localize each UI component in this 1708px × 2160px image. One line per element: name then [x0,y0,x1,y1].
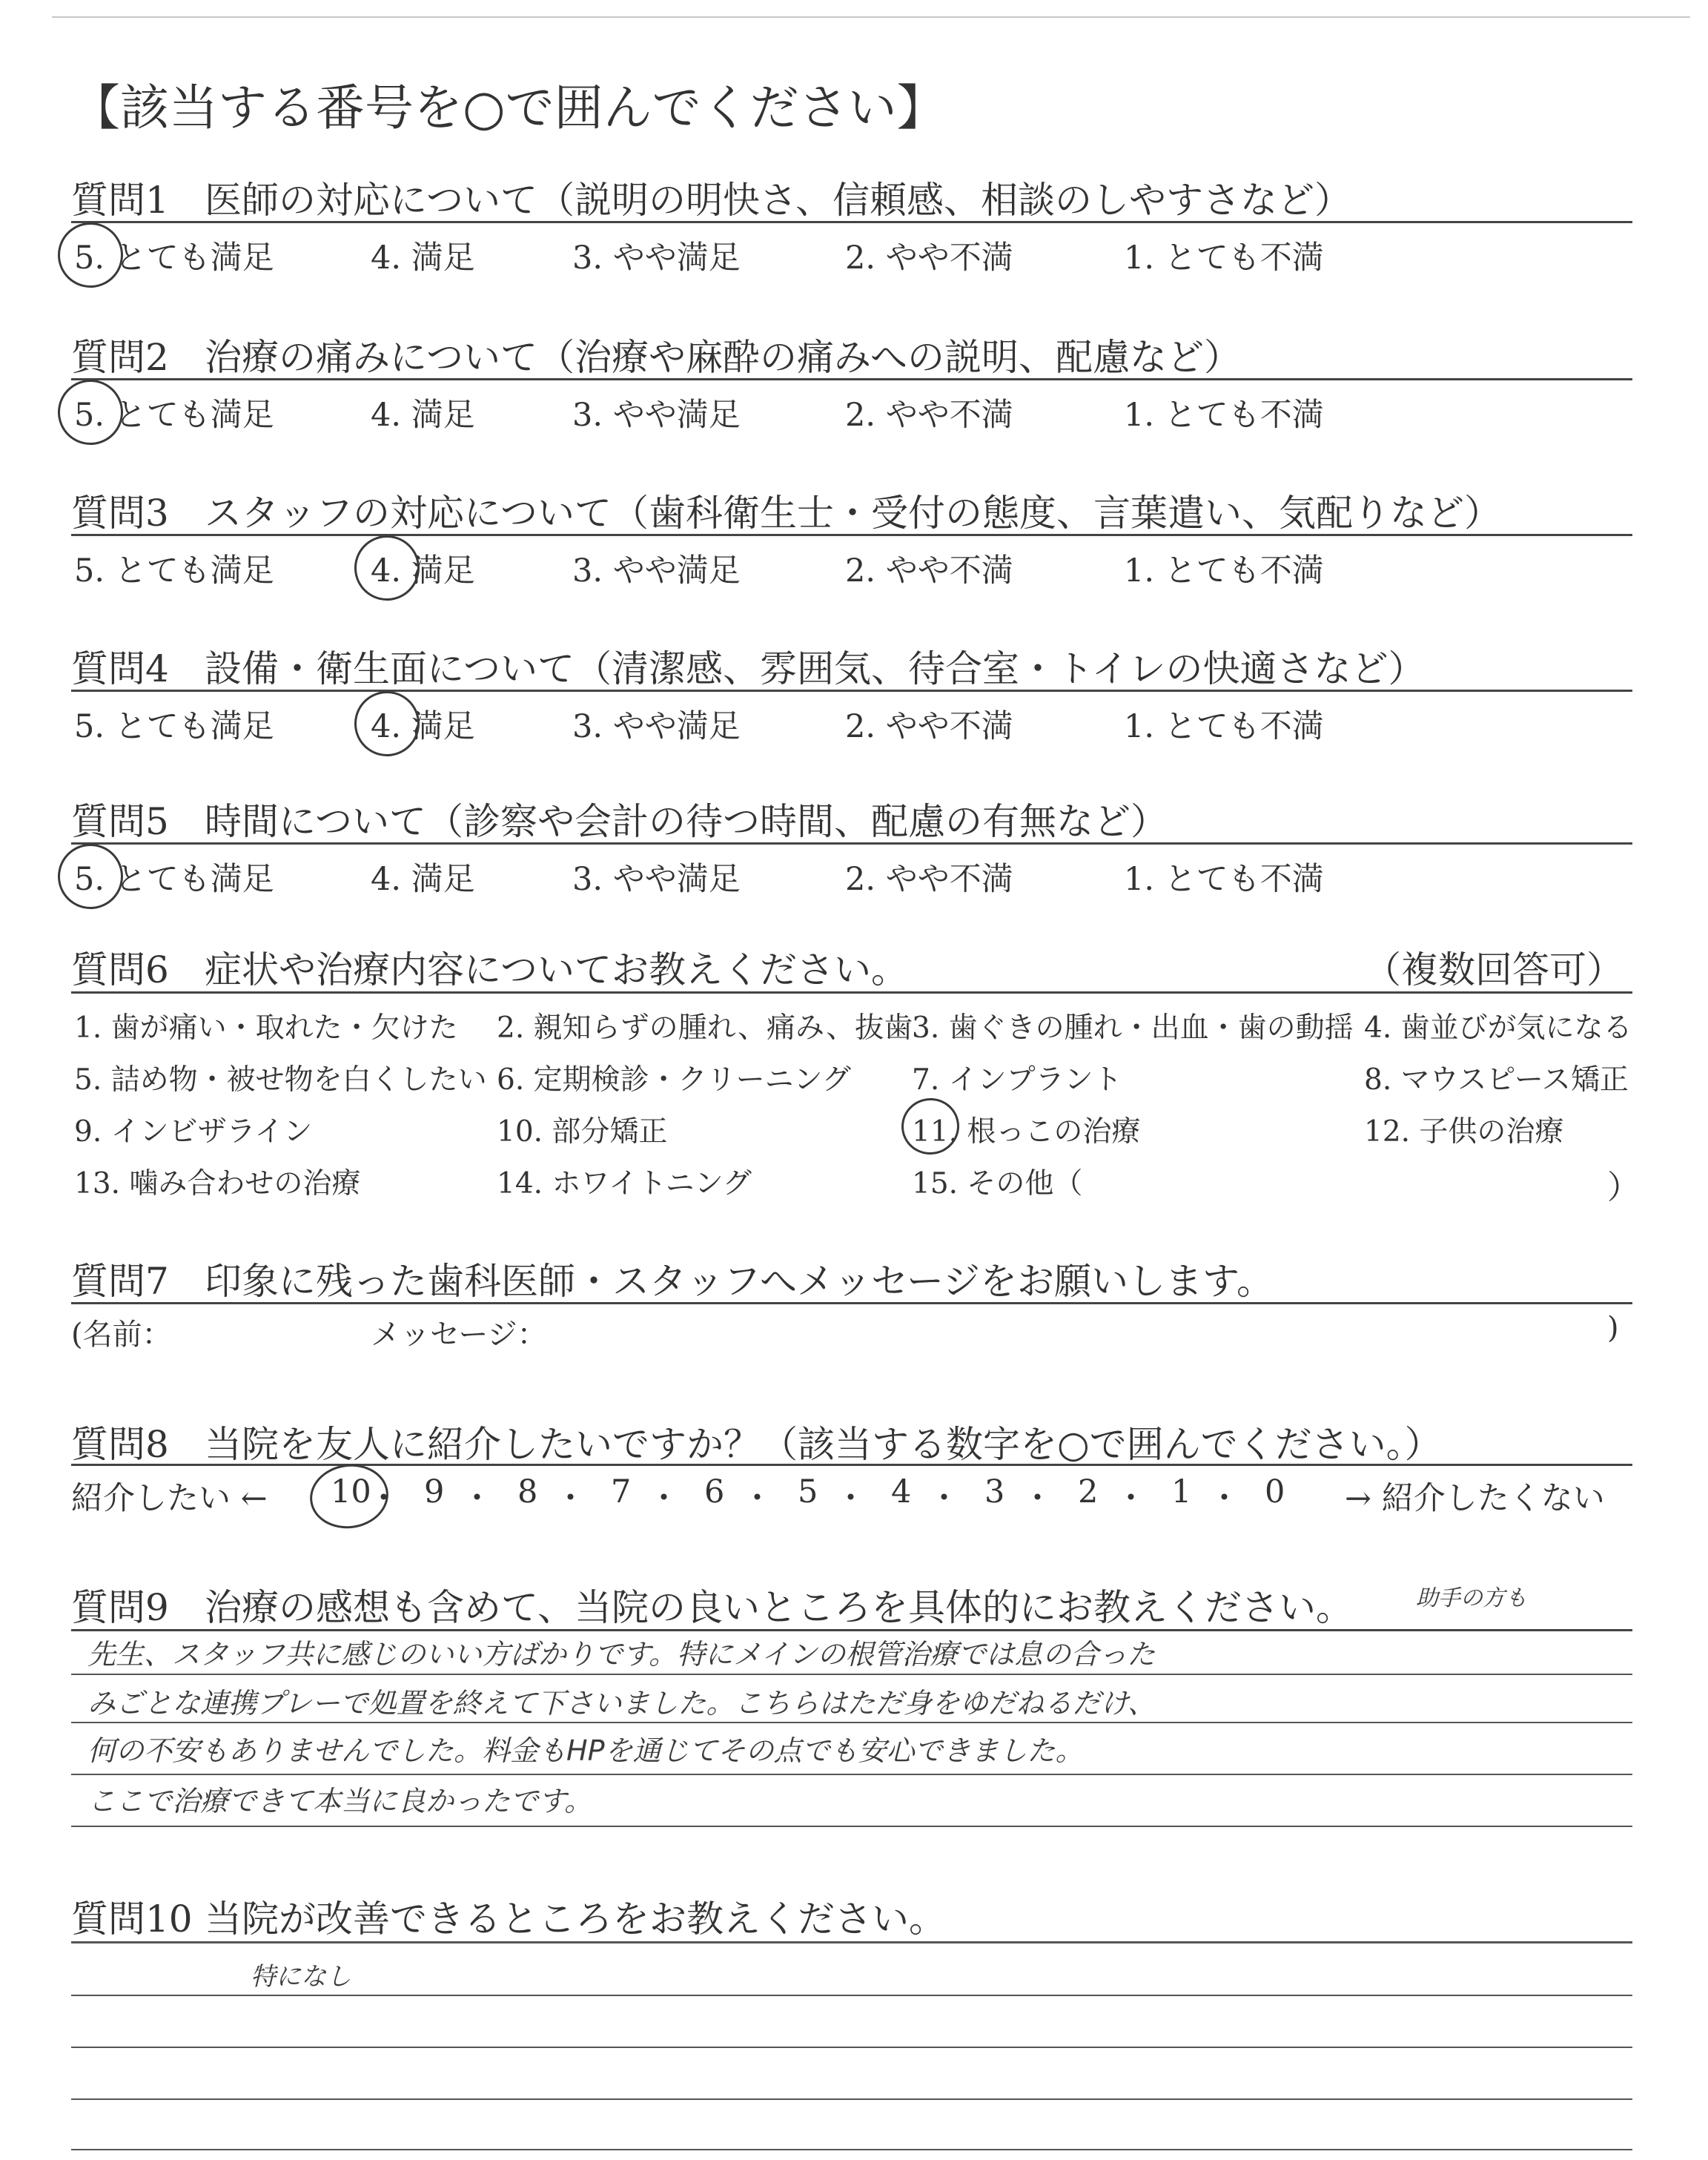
q8-scale-separator: ・ [928,1480,960,1517]
q6-option-15[interactable]: 15. その他（ [912,1167,1083,1200]
q6-rule [71,991,1632,994]
q6-option-4[interactable]: 4. 歯並びが気になる [1364,1011,1632,1045]
q2-heading [71,328,1241,381]
q8-scale-0[interactable]: 0 [1265,1473,1285,1510]
q4-rule [71,690,1632,692]
q9-handwritten-line: ここで治療できて本当に良かったです。 [87,1785,592,1817]
q8-scale-6[interactable]: 6 [704,1473,725,1510]
q8-scale-separator: ・ [1115,1480,1147,1517]
q5-choice-5[interactable]: 5. とても満足 [74,861,274,898]
q10-line-3 [71,2098,1632,2100]
q6-option-12[interactable]: 12. 子供の治療 [1364,1115,1564,1149]
q1-choice-4[interactable]: 4. 満足 [371,240,475,277]
q8-right-label: → 紹介したくない [1345,1480,1605,1517]
q6-option-8[interactable]: 8. マウスピース矯正 [1364,1063,1629,1097]
q3-number: 質問3 [71,492,169,535]
q4-selection-circle [350,687,423,760]
q4-choice-3[interactable]: 3. やや満足 [572,708,741,745]
q1-rule [71,221,1632,223]
q8-heading [71,1415,1442,1468]
q5-choices [74,854,1631,899]
q7-text: 印象に残った歯科医師・スタッフへメッセージをお願いします。 [205,1260,1274,1303]
q9-text: 治療の感想も含めて、当院の良いところを具体的にお教えください。 [205,1586,1353,1629]
q6-multi-note: （複数回答可） [1364,948,1623,991]
q5-heading [71,792,1168,845]
q5-choice-2[interactable]: 2. やや不満 [845,861,1013,898]
q8-scale-separator: ・ [835,1480,867,1517]
q6-option-1[interactable]: 1. 歯が痛い・取れた・欠けた [74,1011,458,1045]
q1-choice-3[interactable]: 3. やや満足 [572,240,741,277]
q5-number: 質問5 [71,800,169,843]
page-title: 【該当する番号を○で囲んでください】 [71,79,946,136]
q6-number: 質問6 [71,948,169,991]
q8-left-label: 紹介したい ← [71,1480,268,1517]
q10-number: 質問10 [71,1898,193,1941]
q7-number: 質問7 [71,1260,169,1303]
q6-text: 症状や治療内容についてお教えください。 [205,948,908,991]
q9-writing-line [71,1774,1632,1775]
q3-choice-3[interactable]: 3. やや満足 [572,552,741,589]
q5-choice-4[interactable]: 4. 満足 [371,861,475,898]
q6-option-14[interactable]: 14. ホワイトニング [497,1167,752,1200]
q4-choices [74,701,1631,746]
q9-margin-note: 助手の方も [1416,1585,1527,1611]
q3-rule [71,534,1632,536]
q8-scale-3[interactable]: 3 [984,1473,1005,1510]
q7-fields [71,1311,1628,1355]
q9-writing-line [71,1826,1632,1827]
q5-selection-circle [53,839,127,913]
q6-option-3[interactable]: 3. 歯ぐきの腫れ・出血・歯の動揺 [912,1011,1354,1045]
q9-heading [71,1578,1353,1631]
q9-writing-line [71,1674,1632,1675]
q10-line-2 [71,2047,1632,2048]
q8-scale-4[interactable]: 4 [891,1473,912,1510]
q8-scale-8[interactable]: 8 [517,1473,538,1510]
q7-close: ) [1607,1311,1619,1345]
q4-choice-5[interactable]: 5. とても満足 [74,708,274,745]
q6-option-5[interactable]: 5. 詰め物・被せ物を白くしたい [74,1063,487,1097]
q7-message-label: メッセージ： [371,1318,547,1352]
q10-heading [71,1889,946,1943]
q8-scale-1[interactable]: 1 [1171,1473,1192,1510]
q8-scale-7[interactable]: 7 [611,1473,632,1510]
q6-option-11[interactable]: 11. 根っこの治療 [912,1115,1141,1149]
top-divider [52,16,1690,18]
q2-selection-circle [53,375,127,449]
q2-rule [71,378,1632,380]
q8-scale [71,1473,1635,1525]
q10-line-4 [71,2149,1632,2150]
q5-rule [71,842,1632,845]
q8-scale-10[interactable]: 10 [331,1473,371,1510]
q1-choice-2[interactable]: 2. やや不満 [845,240,1013,277]
q2-choices [74,390,1631,435]
q8-scale-separator: ・ [555,1480,586,1517]
q9-handwritten-line: 先生、スタッフ共に感じのいい方ばかりです。特にメインの根管治療では息の合った [87,1638,1156,1671]
q3-choices [74,546,1631,590]
q3-choice-1[interactable]: 1. とても不満 [1124,552,1324,589]
q6-option-13[interactable]: 13. 噛み合わせの治療 [74,1167,361,1200]
q8-rule [71,1464,1632,1466]
q3-heading [71,483,1501,537]
q2-choice-2[interactable]: 2. やや不満 [845,397,1013,434]
q8-scale-separator: ・ [1022,1480,1053,1517]
q4-choice-4[interactable]: 4. 満足 [371,708,475,745]
q10-answer: 特になし [251,1962,351,1992]
q2-choice-5[interactable]: 5. とても満足 [74,397,274,434]
q10-line-1 [71,1995,1632,1996]
q1-heading [71,171,1351,224]
q4-choice-1[interactable]: 1. とても不満 [1124,708,1324,745]
q5-choice-3[interactable]: 3. やや満足 [572,861,741,898]
q1-number: 質問1 [71,179,169,222]
q8-scale-9[interactable]: 9 [424,1473,445,1510]
q7-name-label: (名前： [71,1318,172,1352]
q8-scale-separator: ・ [1208,1480,1240,1517]
q3-choice-5[interactable]: 5. とても満足 [74,552,274,589]
q8-scale-separator: ・ [648,1480,680,1517]
q1-choice-5[interactable]: 5. とても満足 [74,240,274,277]
q4-choice-2[interactable]: 2. やや不満 [845,708,1013,745]
q9-handwritten-line: 何の不安もありませんでした。料金もHPを通じてその点でも安心できました。 [87,1734,1084,1767]
q3-selection-circle [350,531,423,604]
q7-heading [71,1252,1274,1305]
q1-text: 医師の対応について（説明の明快さ、信頼感、相談のしやすさなど） [205,179,1351,222]
q2-choice-4[interactable]: 4. 満足 [371,397,475,434]
q8-scale-separator: ・ [461,1480,493,1517]
q2-choice-1[interactable]: 1. とても不満 [1124,397,1324,434]
q6-heading [71,940,908,994]
q8-scale-separator: ・ [741,1480,773,1517]
q9-handwritten-line: みごとな連携プレーで処置を終えて下さいました。こちらはただ身をゆだねるだけ、 [87,1687,1156,1720]
q6-option-10[interactable]: 10. 部分矯正 [497,1115,668,1149]
q8-scale-separator: ・ [368,1480,400,1517]
q9-writing-line [71,1722,1632,1723]
q6-option-7[interactable]: 7. インプラント [912,1063,1122,1097]
q2-number: 質問2 [71,336,169,379]
q8-scale-5[interactable]: 5 [798,1473,818,1510]
q3-choice-4[interactable]: 4. 満足 [371,552,475,589]
q5-text: 時間について（診察や会計の待つ時間、配慮の有無など） [205,800,1168,843]
q6-options [74,1005,1631,1227]
q3-choice-2[interactable]: 2. やや不満 [845,552,1013,589]
q4-number: 質問4 [71,647,169,690]
q1-selection-circle [53,218,127,291]
q8-scale-2[interactable]: 2 [1078,1473,1099,1510]
q2-choice-3[interactable]: 3. やや満足 [572,397,741,434]
q10-rule [71,1941,1632,1943]
q6-other-close: ） [1607,1169,1640,1206]
q5-choice-1[interactable]: 1. とても不満 [1124,861,1324,898]
q1-choices [74,233,1631,277]
q8-text: 当院を友人に紹介したいですか？（該当する数字を○で囲んでください。） [205,1423,1442,1466]
q4-heading [71,639,1426,693]
q2-text: 治療の痛みについて（治療や麻酔の痛みへの説明、配慮など） [205,336,1241,379]
q9-number: 質問9 [71,1586,169,1629]
q10-text: 当院が改善できるところをお教えください。 [205,1898,946,1941]
q8-number: 質問8 [71,1423,169,1466]
q1-choice-1[interactable]: 1. とても不満 [1124,240,1324,277]
q6-option-2[interactable]: 2. 親知らずの腫れ、痛み、抜歯 [497,1011,913,1045]
q4-text: 設備・衛生面について（清潔感、雰囲気、待合室・トイレの快適さなど） [205,647,1426,690]
q3-text: スタッフの対応について（歯科衛生士・受付の態度、言葉遣い、気配りなど） [205,492,1501,535]
q6-option-9[interactable]: 9. インビザライン [74,1115,313,1149]
q7-rule [71,1302,1632,1304]
q6-option-6[interactable]: 6. 定期検診・クリーニング [497,1063,851,1097]
